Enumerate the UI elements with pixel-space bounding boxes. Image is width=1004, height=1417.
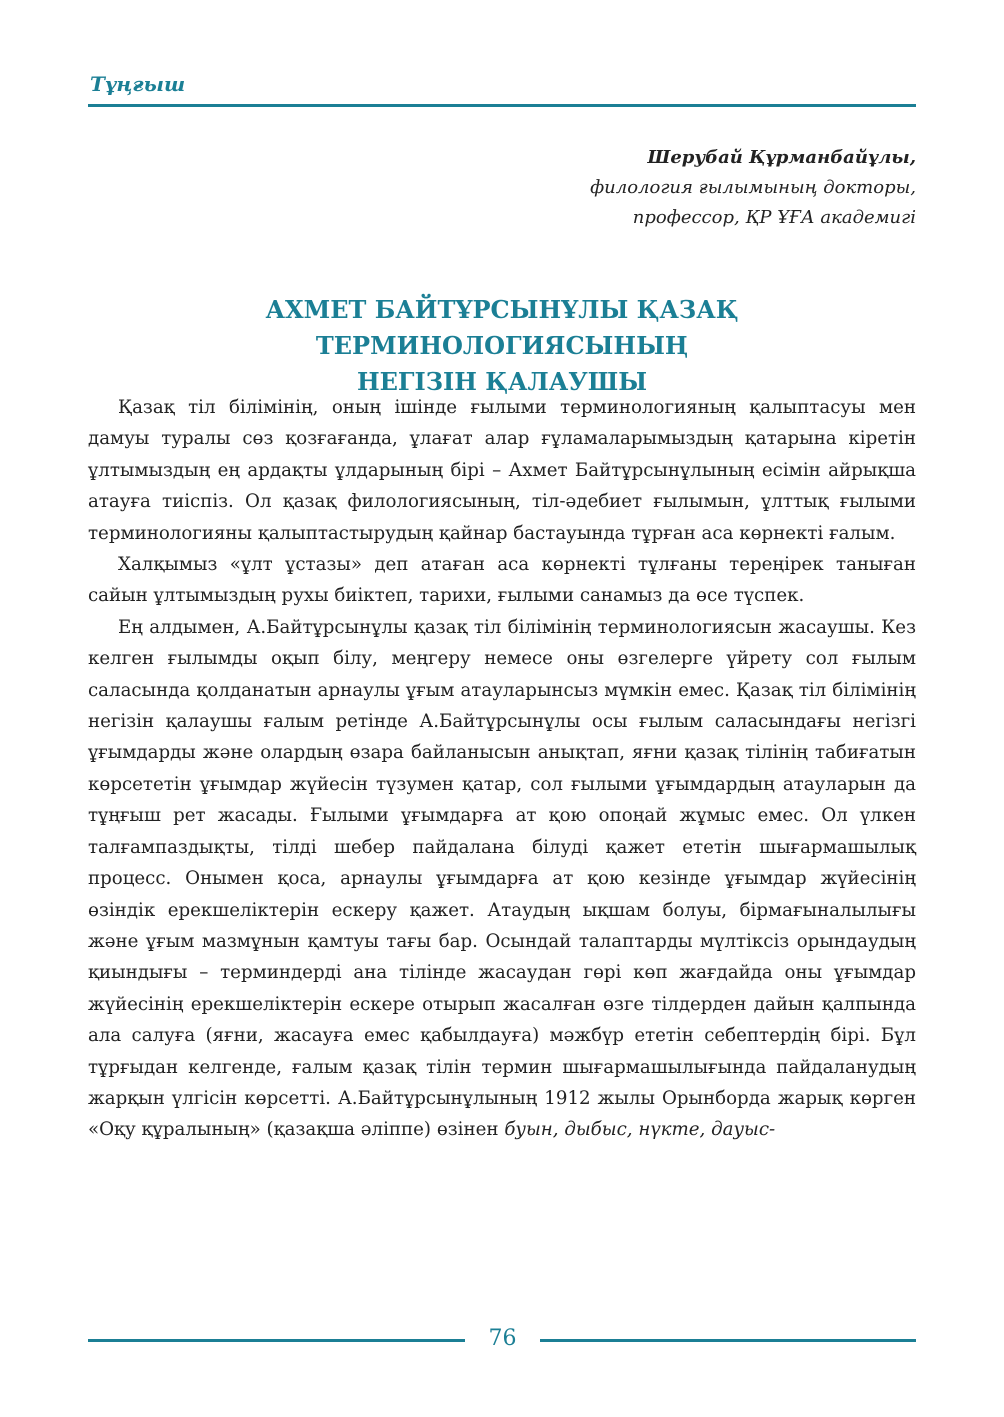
footer-rule-right bbox=[540, 1339, 916, 1342]
paragraph-1: Қазақ тіл білімінің, оның ішінде ғылыми терминологияның қалыптасуы мен дамуы туралы сөз қозғағанда, ұлағат алар ғұламаларымыздың қатарына кіретін ұлтымыздың ең ардақты ұлдарының бірі – Ахмет Байтұрсынұлының есімін айрықша атауға тиіспіз. Ол қазақ филологиясының, тіл-әдебиет ғылымын, ұлттық ғылыми терминологияны қалыптастырудың қайнар бастауында тұрған аса көрнекті ғалым. bbox=[88, 397, 916, 544]
author-degree: филология ғылымының докторы, bbox=[590, 177, 916, 198]
paragraph-3-italic-terms: буын, дыбыс, нүкте, дауыс- bbox=[504, 1119, 776, 1141]
paragraph-3-text: Ең алдымен, А.Байтұрсынұлы қазақ тіл білімінің терминологиясын жасаушы. Кез келген ғылымды оқып білу, меңгеру немесе оны өзгелерге үйрету сол ғылым саласында қолданатын арнаулы ұғым атауларынсыз мүмкін емес. Қазақ тіл білімінің негізін қалаушы ғалым ретінде А.Байтұрсынұлы осы ғылым саласындағы негізгі ұғымдарды және олардың өзара байланысын анықтап, яғни қазақ тілінің табиғатын көрсететін ұғымдар жүйесін түзумен қатар, сол ғылыми ұғымдардың атауларын да тұңғыш рет жасады. Ғылыми ұғымдарға ат қою опоңай жұмыс емес. Ол үлкен талғампаздықты, тілді шебер пайдалана білуді қажет ететін шығармашылық процесс. Онымен қоса, арнаулы ұғымдарға ат қою кезінде ұғымдар жүйесінің өзіндік ерекшеліктерін ескеру қажет. Атаудың ықшам болуы, бірмағыналылығы және ұғым мазмұнын қамтуы тағы бар. Осындай талаптарды мүлтіксіз орындаудың қиындығы – терминдерді ана тілінде жасаудан гөрі көп жағдайда оны ұғымдар жүйесінің ерекшеліктерін ескере отырып жасалған өзге тілдерден дайын қалпында ала салуға (яғни, жасауға емес қабылдауға) мәжбүр ететін себептердің бірі. Бұл тұрғыдан келгенде, ғалым қазақ тілін термин шығармашылығында пайдаланудың жарқын үлгісін көрсетті. А.Байтұрсынұлының 1912 жылы Орынборда жарық көрген «Оқу құралының» (қазақша әліппе) өзінен bbox=[88, 616, 916, 1141]
paragraph-3 bbox=[88, 612, 916, 1146]
article-title-line-1: АХМЕТ БАЙТҰРСЫНҰЛЫ ҚАЗАҚ ТЕРМИНОЛОГИЯСЫНЫҢ bbox=[265, 295, 739, 360]
author-name: Шерубай Құрманбайұлы, bbox=[647, 147, 916, 168]
article-title bbox=[88, 292, 916, 400]
author-position: профессор, ҚР ҰҒА академигі bbox=[632, 207, 916, 228]
paragraph-2: Халқымыз «ұлт ұстазы» деп атаған аса көрнекті тұлғаны тереңірек таныған сайын ұлтымыздың рухы биіктеп, тарихи, ғылыми санамыз да өсе түспек. bbox=[88, 554, 916, 607]
header-rule bbox=[88, 104, 916, 107]
footer-rule-left bbox=[88, 1339, 465, 1342]
article-title-line-2: НЕГІЗІН ҚАЛАУШЫ bbox=[356, 367, 648, 396]
article-body bbox=[88, 392, 916, 1146]
section-label: Тұңғыш bbox=[90, 72, 186, 96]
page-number: 76 bbox=[488, 1326, 517, 1351]
author-block bbox=[316, 143, 916, 233]
